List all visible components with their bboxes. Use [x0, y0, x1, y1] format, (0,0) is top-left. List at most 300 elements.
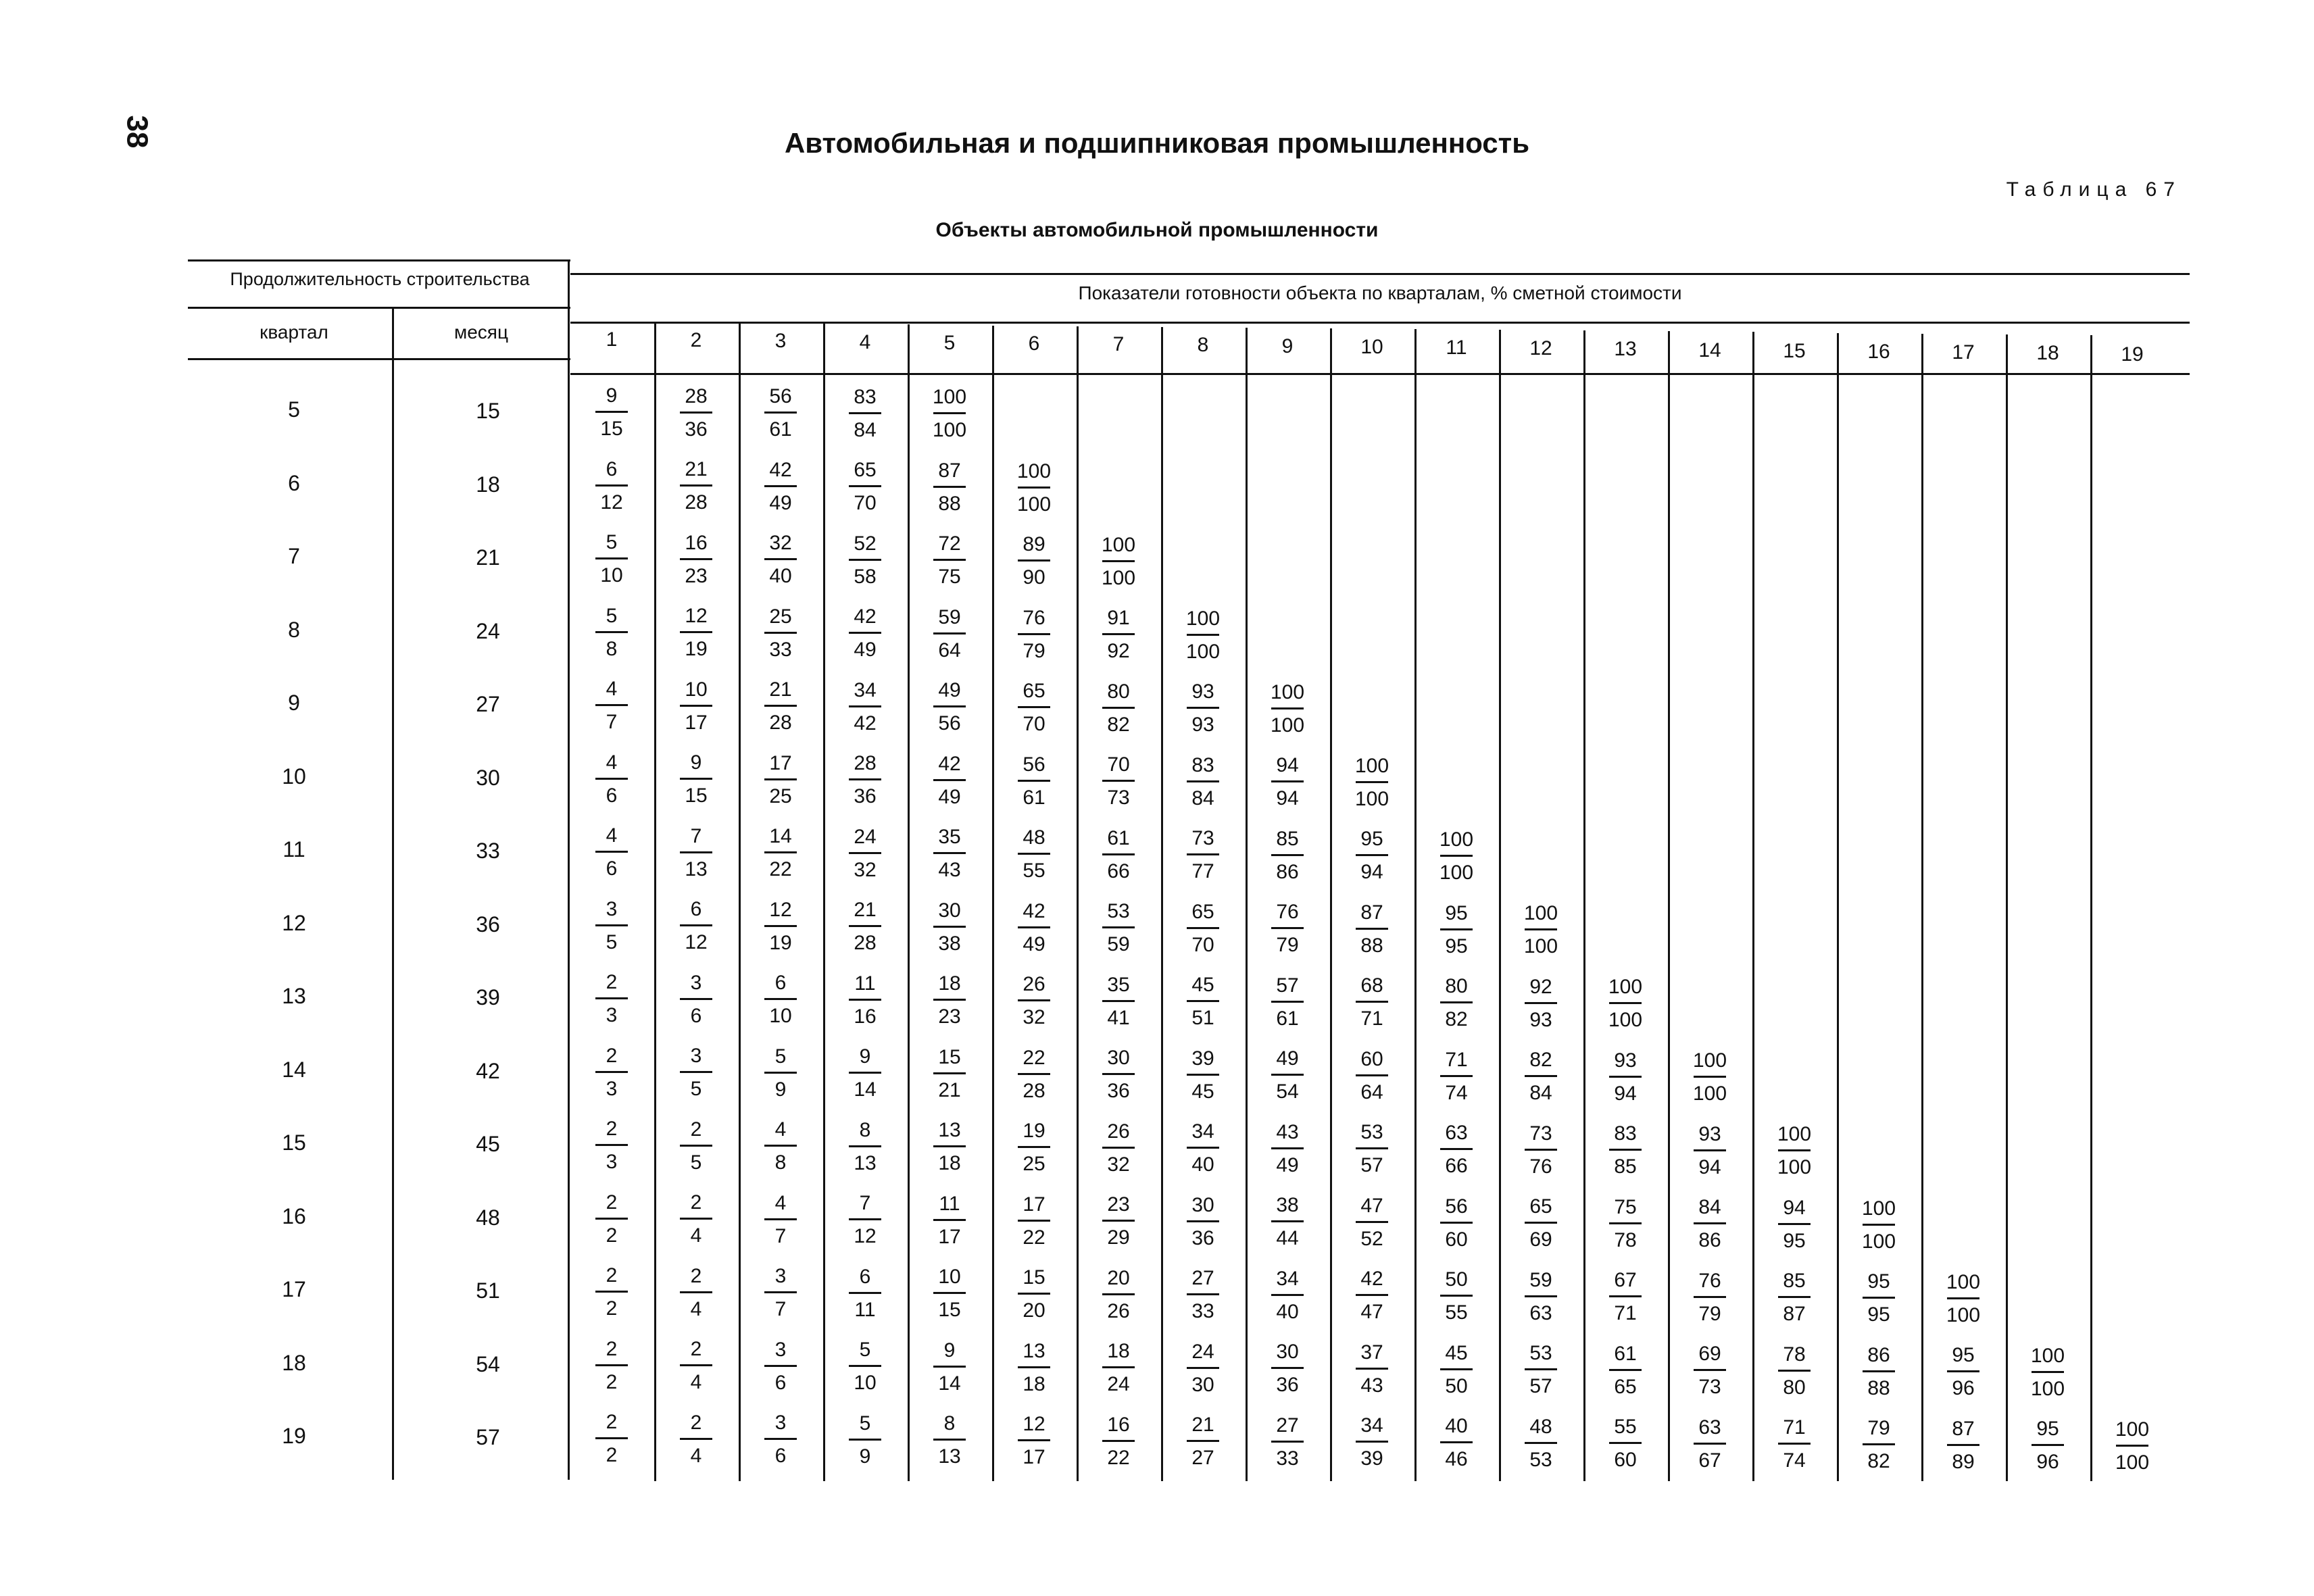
fraction-bar [680, 631, 712, 633]
fraction-denominator: 100 [1777, 1156, 1812, 1179]
fraction-bar [849, 632, 881, 634]
fraction-numerator: 73 [1529, 1122, 1552, 1145]
fraction-numerator: 95 [1867, 1270, 1890, 1293]
fraction-bar [764, 1291, 797, 1293]
fraction-cell [1088, 1265, 1149, 1325]
fraction-denominator: 84 [1191, 787, 1214, 809]
fraction-bar [1018, 926, 1050, 928]
fraction-bar [680, 484, 712, 487]
fraction-bar [1356, 1001, 1388, 1003]
fraction-denominator: 46 [1445, 1448, 1468, 1470]
fraction-numerator: 93 [1698, 1122, 1721, 1145]
fraction-cell [835, 1410, 895, 1470]
fraction-denominator: 22 [769, 858, 792, 881]
fraction-numerator: 86 [1867, 1343, 1890, 1366]
fraction-numerator: 9 [943, 1339, 956, 1362]
fraction-bar [595, 1437, 628, 1439]
fraction-numerator: 39 [1191, 1047, 1214, 1070]
fraction-denominator: 43 [938, 859, 961, 882]
fraction-cell [1510, 1340, 1571, 1400]
fraction-cell [1004, 1264, 1064, 1324]
fraction-bar [1018, 1293, 1050, 1295]
fraction-cell [1848, 1268, 1909, 1328]
fraction-bar [1187, 1074, 1219, 1076]
fraction-cell [919, 1044, 980, 1104]
row-month: 24 [476, 618, 500, 643]
fraction-bar [1271, 1074, 1304, 1076]
fraction-cell [835, 530, 895, 591]
fraction-cell [919, 604, 980, 664]
data-region-left-border [568, 259, 570, 1480]
fraction-numerator: 27 [1276, 1414, 1299, 1437]
fraction-cell [1173, 899, 1233, 959]
fraction-numerator: 80 [1107, 680, 1130, 703]
fraction-numerator: 100 [1777, 1123, 1812, 1146]
fraction-bar [1694, 1369, 1726, 1371]
column-header-13: 13 [1614, 338, 1637, 361]
fraction-cell [1341, 753, 1402, 813]
fraction-denominator: 2 [606, 1224, 618, 1247]
fraction-denominator: 12 [854, 1225, 877, 1248]
fraction-cell [1004, 1411, 1064, 1471]
fraction-numerator: 9 [690, 751, 702, 774]
fraction-numerator: 100 [1016, 459, 1052, 482]
fraction-bar [2032, 1371, 2064, 1373]
fraction-bar [1440, 1441, 1473, 1443]
fraction-denominator: 15 [685, 784, 708, 807]
fraction-bar [595, 1364, 628, 1366]
fraction-numerator: 93 [1614, 1049, 1637, 1072]
fraction-cell [1764, 1268, 1825, 1328]
fraction-denominator: 27 [1191, 1447, 1214, 1470]
fraction-bar [680, 1145, 712, 1147]
fraction-numerator: 2 [690, 1118, 702, 1141]
fraction-bar [1356, 1147, 1388, 1149]
fraction-denominator: 32 [1107, 1153, 1130, 1176]
fraction-numerator: 65 [1529, 1195, 1552, 1218]
fraction-numerator: 15 [1023, 1266, 1045, 1289]
fraction-denominator: 18 [1023, 1372, 1045, 1395]
fraction-numerator: 3 [690, 971, 702, 994]
fraction-cell [1595, 1267, 1656, 1327]
fraction-bar [1440, 1368, 1473, 1370]
fraction-denominator: 6 [606, 784, 618, 807]
fraction-denominator: 7 [606, 711, 618, 733]
fraction-cell [750, 383, 811, 443]
fraction-cell [750, 457, 811, 517]
fraction-numerator: 100 [1608, 976, 1643, 999]
row-month: 51 [476, 1278, 500, 1303]
fraction-bar [1187, 1147, 1219, 1149]
fraction-cell [1088, 1118, 1149, 1178]
fraction-cell [919, 1337, 980, 1397]
fraction-cell [1341, 972, 1402, 1032]
fraction-cell [1595, 1341, 1656, 1401]
fraction-cell [581, 1336, 642, 1396]
fraction-denominator: 100 [1439, 862, 1474, 884]
fraction-cell [1679, 1341, 1740, 1401]
fraction-cell [1595, 1047, 1656, 1107]
column-divider-11 [1499, 330, 1501, 1481]
fraction-denominator: 56 [938, 712, 961, 735]
fraction-denominator: 4 [690, 1444, 702, 1467]
fraction-denominator: 6 [690, 1004, 702, 1027]
fraction-denominator: 75 [938, 566, 961, 589]
fraction-cell [750, 1190, 811, 1250]
fraction-cell [1341, 1412, 1402, 1472]
fraction-numerator: 24 [854, 825, 877, 848]
fraction-bar [1187, 1367, 1219, 1369]
fraction-bar [1525, 1002, 1557, 1004]
fraction-cell [1679, 1047, 1740, 1107]
fraction-numerator: 78 [1783, 1343, 1806, 1366]
fraction-bar [1018, 1146, 1050, 1148]
fraction-denominator: 13 [854, 1151, 877, 1174]
fraction-numerator: 79 [1867, 1417, 1890, 1439]
fraction-cell [581, 749, 642, 809]
fraction-cell [581, 456, 642, 516]
fraction-bar [1863, 1297, 1895, 1299]
fraction-numerator: 5 [859, 1412, 871, 1435]
fraction-bar [1694, 1222, 1726, 1224]
fraction-numerator: 4 [606, 751, 618, 774]
fraction-cell [1088, 972, 1149, 1032]
fraction-numerator: 100 [2030, 1344, 2065, 1367]
fraction-cell [919, 457, 980, 518]
fraction-numerator: 95 [1360, 828, 1383, 851]
fraction-numerator: 70 [1107, 753, 1130, 776]
fraction-numerator: 71 [1783, 1416, 1806, 1439]
fraction-bar [595, 851, 628, 853]
fraction-bar [1102, 560, 1135, 562]
fraction-numerator: 27 [1191, 1267, 1214, 1290]
fraction-numerator: 42 [1360, 1268, 1383, 1291]
fraction-cell [1173, 678, 1233, 739]
fraction-numerator: 91 [1107, 607, 1130, 630]
fraction-numerator: 13 [1023, 1339, 1045, 1362]
table-caption: Объекты автомобильной промышленности [935, 219, 1379, 241]
fraction-denominator: 61 [1023, 786, 1045, 809]
fraction-numerator: 7 [859, 1192, 871, 1215]
fraction-numerator: 65 [1023, 680, 1045, 702]
fraction-bar [764, 925, 797, 927]
row-quarter: 5 [288, 397, 300, 422]
fraction-denominator: 36 [1107, 1080, 1130, 1103]
fraction-denominator: 28 [1023, 1079, 1045, 1102]
fraction-bar [849, 778, 881, 780]
fraction-denominator: 100 [1354, 787, 1389, 810]
fraction-denominator: 6 [774, 1445, 787, 1468]
fraction-bar [764, 998, 797, 1000]
fraction-numerator: 5 [859, 1339, 871, 1362]
column-divider-15 [1837, 333, 1839, 1482]
label-column-divider [392, 307, 394, 1480]
fraction-denominator: 18 [938, 1152, 961, 1175]
fraction-numerator: 2 [690, 1191, 702, 1214]
fraction-denominator: 14 [854, 1078, 877, 1101]
fraction-denominator: 10 [769, 1005, 792, 1028]
fraction-bar [1440, 1295, 1473, 1297]
fraction-denominator: 17 [685, 711, 708, 734]
fraction-numerator: 94 [1276, 754, 1299, 777]
fraction-numerator: 9 [606, 384, 618, 407]
fraction-denominator: 3 [606, 1077, 618, 1100]
fraction-denominator: 64 [1360, 1080, 1383, 1103]
fraction-bar [764, 485, 797, 487]
fraction-denominator: 82 [1445, 1008, 1468, 1030]
fraction-numerator: 28 [854, 752, 877, 775]
fraction-denominator: 76 [1529, 1155, 1552, 1178]
fraction-cell [1004, 678, 1064, 738]
fraction-denominator: 60 [1445, 1228, 1468, 1251]
fraction-denominator: 9 [774, 1078, 787, 1101]
fraction-cell [666, 530, 727, 590]
fraction-cell [835, 824, 895, 884]
fraction-bar [1440, 855, 1473, 857]
fraction-numerator: 95 [2036, 1418, 2059, 1441]
fraction-bar [1609, 1002, 1642, 1004]
fraction-bar [1947, 1370, 1979, 1372]
column-header-18: 18 [2036, 342, 2059, 365]
fraction-numerator: 30 [1276, 1341, 1299, 1364]
fraction-bar [1525, 928, 1557, 930]
fraction-bar [1271, 927, 1304, 929]
fraction-numerator: 42 [854, 605, 877, 628]
fraction-cell [666, 896, 727, 956]
fraction-bar [1187, 707, 1219, 709]
fraction-cell [666, 1116, 727, 1176]
fraction-numerator: 17 [1023, 1193, 1045, 1216]
fraction-bar [1440, 1148, 1473, 1150]
fraction-cell [1173, 1045, 1233, 1105]
fraction-bar [1187, 780, 1219, 782]
fraction-bar [595, 1071, 628, 1073]
fraction-numerator: 13 [938, 1119, 961, 1142]
column-divider-4 [908, 324, 910, 1481]
fraction-bar [595, 924, 628, 926]
fraction-cell [2017, 1416, 2078, 1476]
fraction-cell [1173, 972, 1233, 1032]
fraction-numerator: 35 [938, 826, 961, 849]
fraction-bar [2116, 1445, 2148, 1447]
fraction-cell [1426, 1193, 1487, 1253]
fraction-numerator: 26 [1107, 1120, 1130, 1143]
fraction-numerator: 12 [685, 605, 708, 628]
fraction-denominator: 87 [1783, 1303, 1806, 1326]
fraction-cell [1595, 1414, 1656, 1474]
fraction-numerator: 22 [1023, 1046, 1045, 1069]
fraction-denominator: 51 [1191, 1007, 1214, 1030]
fraction-numerator: 80 [1445, 975, 1468, 997]
fraction-denominator: 43 [1360, 1374, 1383, 1397]
fraction-denominator: 6 [606, 857, 618, 880]
fraction-numerator: 65 [854, 459, 877, 482]
fraction-denominator: 19 [769, 931, 792, 954]
fraction-cell [1004, 531, 1064, 591]
fraction-denominator: 38 [938, 932, 961, 955]
fraction-cell [1173, 1412, 1233, 1472]
fraction-numerator: 2 [606, 1044, 618, 1067]
fraction-cell [581, 603, 642, 663]
fraction-denominator: 74 [1445, 1081, 1468, 1104]
fraction-denominator: 4 [690, 1297, 702, 1320]
fraction-denominator: 82 [1867, 1450, 1890, 1472]
fraction-numerator: 15 [938, 1045, 961, 1068]
fraction-cell [835, 384, 895, 444]
fraction-numerator: 32 [769, 532, 792, 555]
fraction-cell [919, 970, 980, 1030]
fraction-numerator: 61 [1107, 826, 1130, 849]
fraction-denominator: 95 [1445, 934, 1468, 957]
fraction-cell [1341, 826, 1402, 886]
fraction-bar [1947, 1297, 1979, 1299]
fraction-denominator: 95 [1783, 1229, 1806, 1252]
fraction-numerator: 65 [1191, 900, 1214, 923]
fraction-denominator: 9 [859, 1445, 871, 1468]
fraction-bar [595, 997, 628, 999]
fraction-denominator: 19 [685, 638, 708, 661]
fraction-bar [1271, 1220, 1304, 1222]
fraction-bar [1271, 1367, 1304, 1369]
fraction-numerator: 60 [1360, 1047, 1383, 1070]
fraction-denominator: 94 [1614, 1082, 1637, 1105]
fraction-numerator: 45 [1445, 1341, 1468, 1364]
fraction-cell [666, 1410, 727, 1470]
column-header-1: 1 [606, 328, 618, 351]
fraction-cell [1510, 1414, 1571, 1474]
fraction-bar [1609, 1295, 1642, 1297]
fraction-cell [1088, 898, 1149, 958]
fraction-bar [1356, 1368, 1388, 1370]
fraction-cell [835, 1264, 895, 1324]
fraction-denominator: 5 [690, 1078, 702, 1101]
fraction-bar [1356, 1221, 1388, 1223]
fraction-numerator: 2 [690, 1338, 702, 1361]
fraction-numerator: 28 [685, 384, 708, 407]
fraction-denominator: 88 [938, 492, 961, 515]
fraction-cell [666, 1336, 727, 1396]
fraction-bar [1694, 1149, 1726, 1151]
fraction-denominator: 5 [690, 1151, 702, 1174]
fraction-numerator: 68 [1360, 974, 1383, 997]
column-header-19: 19 [2121, 343, 2144, 366]
fraction-numerator: 7 [690, 824, 702, 847]
fraction-numerator: 56 [1445, 1195, 1468, 1218]
fraction-cell [1510, 900, 1571, 960]
fraction-numerator: 17 [769, 751, 792, 774]
fraction-cell [919, 384, 980, 444]
fraction-denominator: 65 [1614, 1375, 1637, 1398]
fraction-denominator: 15 [600, 418, 623, 440]
fraction-cell [1257, 1412, 1318, 1472]
fraction-numerator: 24 [1191, 1340, 1214, 1363]
fraction-cell [1088, 1191, 1149, 1251]
fraction-bar [680, 851, 712, 853]
fraction-denominator: 78 [1614, 1228, 1637, 1251]
fraction-denominator: 25 [1023, 1153, 1045, 1175]
fraction-cell [919, 824, 980, 884]
fraction-bar [1102, 853, 1135, 855]
fraction-denominator: 67 [1698, 1449, 1721, 1472]
fraction-denominator: 89 [1952, 1450, 1975, 1473]
column-header-16: 16 [1867, 341, 1890, 363]
fraction-numerator: 42 [1023, 899, 1045, 922]
fraction-cell [750, 897, 811, 957]
row-month: 39 [476, 985, 500, 1009]
fraction-numerator: 83 [1614, 1122, 1637, 1145]
fraction-bar [1102, 926, 1135, 928]
fraction-denominator: 100 [1692, 1082, 1727, 1105]
fraction-numerator: 56 [1023, 753, 1045, 776]
fraction-denominator: 39 [1360, 1447, 1383, 1470]
fraction-cell [1510, 1047, 1571, 1107]
fraction-cell [919, 751, 980, 811]
fraction-bar [680, 924, 712, 926]
fraction-denominator: 85 [1614, 1155, 1637, 1178]
fraction-denominator: 30 [1191, 1373, 1214, 1396]
fraction-cell [1257, 972, 1318, 1032]
row-quarter: 10 [282, 764, 306, 789]
fraction-denominator: 47 [1360, 1301, 1383, 1324]
fraction-bar [1102, 1000, 1135, 1002]
fraction-bar [1187, 1440, 1219, 1442]
fraction-numerator: 87 [1952, 1417, 1975, 1440]
fraction-cell [919, 1264, 980, 1324]
fraction-numerator: 71 [1445, 1048, 1468, 1071]
fraction-numerator: 23 [1107, 1193, 1130, 1216]
column-divider-17 [2006, 334, 2008, 1481]
fraction-denominator: 6 [774, 1371, 787, 1394]
fraction-denominator: 44 [1276, 1227, 1299, 1250]
fraction-bar [933, 1145, 966, 1147]
fraction-cell [1257, 899, 1318, 959]
fraction-cell [835, 750, 895, 810]
fraction-bar [680, 412, 712, 414]
fraction-cell [1341, 1119, 1402, 1179]
fraction-numerator: 82 [1529, 1049, 1552, 1072]
fraction-bar [1863, 1224, 1895, 1226]
fraction-bar [680, 1364, 712, 1366]
fraction-cell [1426, 1120, 1487, 1180]
fraction-bar [680, 778, 712, 780]
row-month: 30 [476, 765, 500, 790]
row-quarter: 11 [282, 837, 305, 862]
fraction-numerator: 100 [1523, 902, 1558, 925]
fraction-bar [595, 484, 628, 487]
fraction-cell [919, 897, 980, 957]
fraction-bar [764, 1218, 797, 1220]
fraction-bar [1187, 927, 1219, 929]
fraction-bar [849, 559, 881, 561]
fraction-denominator: 88 [1867, 1376, 1890, 1399]
fraction-denominator: 36 [685, 418, 708, 441]
fraction-denominator: 84 [1529, 1082, 1552, 1105]
fraction-cell [1510, 1193, 1571, 1253]
fraction-denominator: 90 [1023, 566, 1045, 589]
row-quarter: 12 [282, 910, 306, 935]
fraction-numerator: 2 [606, 971, 618, 993]
fraction-cell [1595, 974, 1656, 1034]
fraction-cell [581, 822, 642, 882]
column-divider-16 [1921, 334, 1923, 1481]
fraction-bar [933, 852, 966, 854]
fraction-bar [1102, 1293, 1135, 1295]
fraction-cell [1341, 1193, 1402, 1253]
row-quarter: 13 [282, 984, 306, 1008]
fraction-denominator: 73 [1698, 1376, 1721, 1399]
fraction-cell [1426, 1266, 1487, 1326]
fraction-cell [919, 1191, 980, 1251]
